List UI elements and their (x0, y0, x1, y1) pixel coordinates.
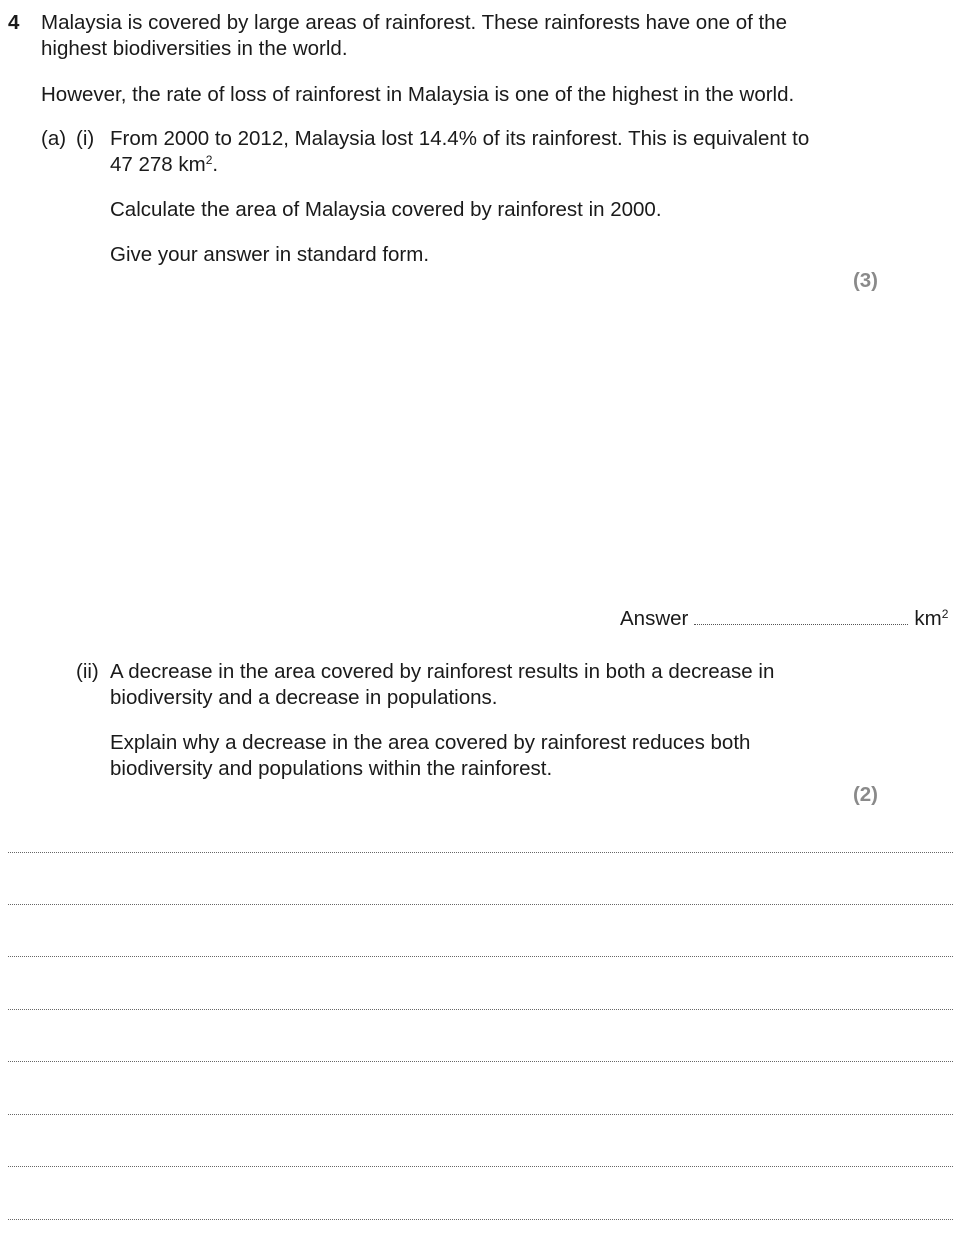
part-a-ii-label: (ii) (76, 660, 99, 683)
part-a-ii-marks: (2) (852, 783, 878, 806)
part-a-i-area (110, 152, 870, 178)
answer-line[interactable] (8, 1061, 953, 1062)
answer-line[interactable] (8, 1219, 953, 1220)
part-a-ii-statement: A decrease in the area covered by rainforest results in both a decrease in biodiversity and a decrease in populations. (110, 660, 775, 709)
part-a-i-label: (i) (76, 127, 95, 150)
answer-line[interactable] (8, 1009, 953, 1010)
part-a-label: (a) (41, 127, 67, 150)
answer-unit-text: km (914, 607, 942, 630)
question-intro-p2: However, the rate of loss of rainforest in Malaysia is one of the highest in the world. (41, 83, 795, 106)
part-a-i-instruction-calc: Calculate the area of Malaysia covered by rainforest in 2000. (110, 198, 662, 221)
answer-line[interactable] (8, 1114, 953, 1115)
part-a-ii-instruction: Explain why a decrease in the area covered by rainforest reduces both biodiversity and populations within the rainforest. (110, 731, 751, 780)
part-a-i-instruction-form: Give your answer in standard form. (110, 243, 430, 266)
area-value: 47 278 km (110, 153, 206, 176)
area-end: . (212, 153, 219, 176)
part-a-i-marks: (3) (852, 269, 878, 292)
answer-field[interactable] (694, 608, 908, 625)
part-a-i-line1: From 2000 to 2012, Malaysia lost 14.4% of its rainforest. This is equivalent to (110, 127, 810, 150)
answer-unit-sup: 2 (941, 607, 949, 621)
answer-label: Answer (620, 607, 689, 630)
answer-unit (914, 606, 948, 632)
question-intro-p1: Malaysia is covered by large areas of rainforest. These rainforests have one of the highest biodiversities in the world. (41, 11, 787, 60)
answer-line[interactable] (8, 852, 953, 853)
area-sup: 2 (205, 153, 213, 167)
question-number: 4 (8, 11, 20, 34)
answer-line[interactable] (8, 904, 953, 905)
part-a-i-statement (110, 126, 870, 178)
answer-line[interactable] (8, 1166, 953, 1167)
answer-row (620, 606, 948, 632)
answer-line[interactable] (8, 956, 953, 957)
